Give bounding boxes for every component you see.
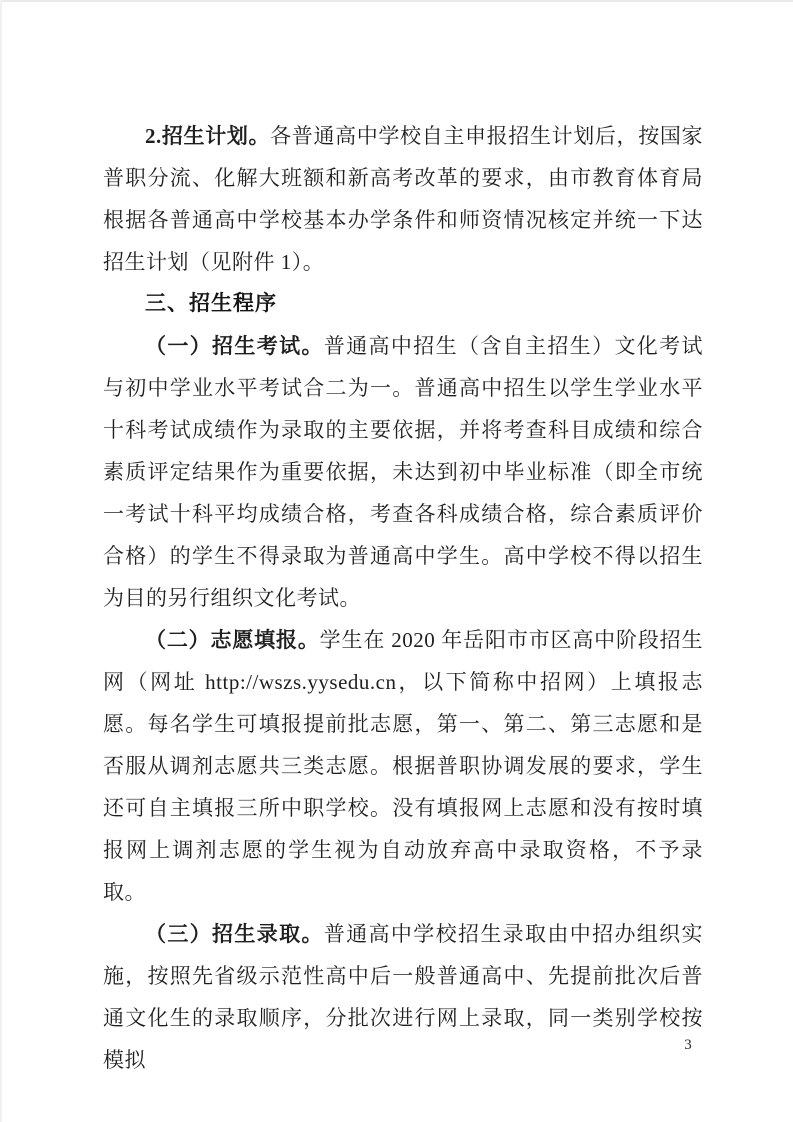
paragraph-lead: （三）招生录取。	[145, 922, 324, 946]
paragraph-volunteer-filling	[103, 619, 703, 913]
paragraph-text: 各普通高中学校自主申报招生计划后，按国家普职分流、化解大班额和新高考改革的要求，由市教育体育局根据各普通高中学校基本办学条件和师资情况核定并统一下达招生计划（见附件 1）。	[103, 124, 704, 274]
paragraph-lead: （一）招生考试。	[145, 334, 324, 358]
page-number: 3	[684, 1037, 692, 1053]
paragraph-lead: 2.招生计划。	[145, 124, 271, 148]
paragraph-enrollment-admission	[103, 913, 703, 1081]
paragraph-text: 学生在 2020 年岳阳市市区高中阶段招生网（网址 http://wszs.yysedu.cn，以下简称中招网）上填报志愿。每名学生可填报提前批志愿，第一、第二、第三志愿和是否服从调剂志愿共三类志愿。根据普职协调发展的要求，学生还可自主填报三所中职学校。没有填报网上志愿和没有按时填报网上调剂志愿的学生视为自动放弃高中录取资格，不予录取。	[103, 628, 704, 904]
paragraph-admission-plan	[103, 115, 703, 283]
page-left-edge	[0, 0, 2, 1122]
paragraph-enrollment-exam	[103, 325, 703, 619]
page-top-edge	[0, 0, 793, 2]
document-body	[103, 115, 703, 1081]
paragraph-lead: （二）志愿填报。	[145, 628, 320, 652]
section-heading-enrollment-procedure: 三、招生程序	[145, 292, 277, 315]
paragraph-text: 普通高中招生（含自主招生）文化考试与初中学业水平考试合二为一。普通高中招生以学生学业水平十科考试成绩作为录取的主要依据，并将考查科目成绩和综合素质评定结果作为重要依据，未达到初中毕业标准（即全市统一考试十科平均成绩合格，考查各科成绩合格，综合素质评价合格）的学生不得录取为普通高中学生。高中学校不得以招生为目的另行组织文化考试。	[103, 334, 704, 610]
paragraph-text: 普通高中学校招生录取由中招办组织实施，按照先省级示范性高中后一般普通高中、先提前批次后普通文化生的录取顺序，分批次进行网上录取，同一类别学校按模拟	[103, 922, 704, 1072]
